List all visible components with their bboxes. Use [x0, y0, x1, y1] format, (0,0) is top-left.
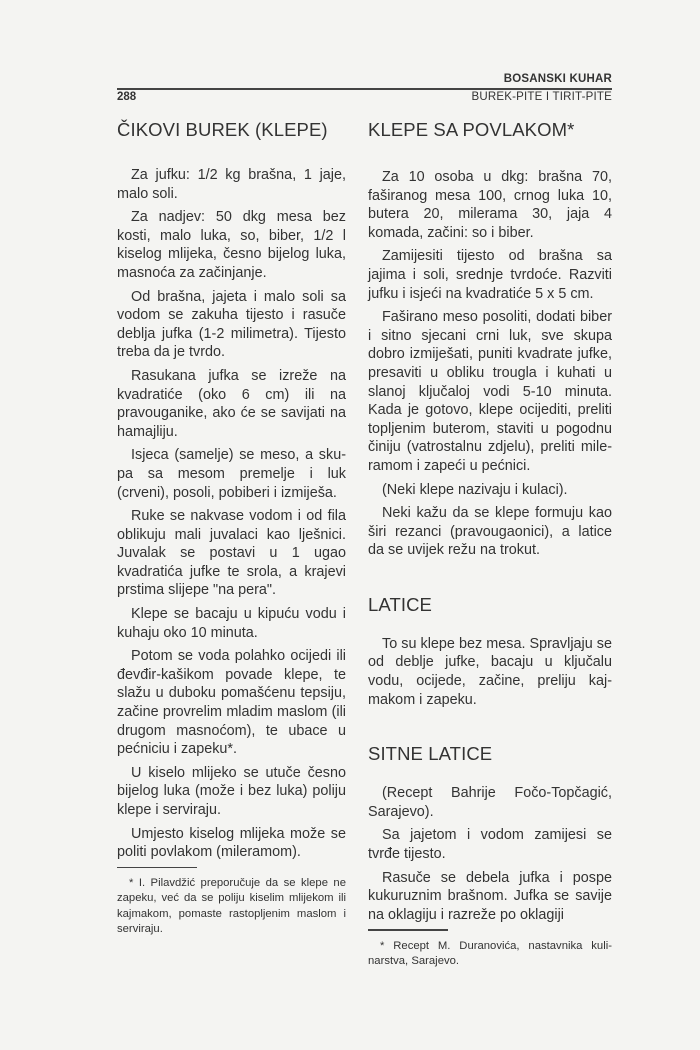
- paragraph: Rasukana jufka se izreže na kvadratiće (oko 6 cm) ili na pravouganike, ako će se savijati na hamajliju.: [117, 367, 346, 440]
- spacer: [368, 142, 612, 168]
- spacer: [368, 714, 612, 742]
- paragraph: Isjeca (samelje) se meso, a skupa sa mesom premelje i luk (crveni), posoli, pobiberi i izmiješa.: [117, 447, 346, 501]
- spacer: [368, 766, 612, 784]
- paragraph: Faširano meso posoliti, dodati biber i sitno sjecani crni luk, sve skupa dobro izmiješati, puniti kvadrate jufke, presaviti u obliku trougla i kuhati u slanoj ključaloj vodi 5-10 minuta. Kada je gotovo, klepe ocijediti, preliti topljenim buterom, staviti u pogodnu činiju (vatrostalnu zdjelu), preliti mileramom i zapeći u pećnici.: [368, 309, 612, 474]
- page-number: 288: [117, 91, 137, 103]
- recipe-title-klepe-sa-povlakom: KLEPE SA POVLAKOM*: [368, 119, 575, 140]
- paragraph: Za nadjev: 50 dkg mesa bez kosti, malo luka, so, biber, 1/2 l kiselog mlijeka, česno bijelog luka, masnoća za začinjanje.: [117, 209, 346, 281]
- spacer: [368, 565, 612, 593]
- paragraph: To su klepe bez mesa. Spravljaju se od deblje jufke, bacaju u ključalu vodu, ocijede, začine, preliju kajmakom i zapeku.: [368, 635, 612, 708]
- spacer: [117, 142, 346, 166]
- right-column: [368, 118, 612, 970]
- header-rule: [117, 88, 612, 90]
- paragraph: Klepe se bacaju u kipuću vodu i kuhaju oko 10 minuta.: [117, 606, 346, 641]
- recipe-title-cikovi-burek: ČIKOVI BUREK (KLEPE): [117, 119, 328, 140]
- recipe-title-latice: LATICE: [368, 593, 432, 615]
- book-title: BOSANSKI KUHAR: [503, 73, 612, 85]
- paragraph: Rasuče se debela jufka i pospe kukuruznim brašnom. Jufka se savije na oklagiju i razreže po oklagiji: [368, 869, 612, 923]
- recipe-title-sitne-latice: SITNE LATICE: [368, 743, 493, 765]
- paragraph: Ruke se nakvase vodom i od fila oblikuju mali juvalaci kao lješnici. Juvalak se postavi u 1 ugao kvadratića jufke te srola, a krajevi prstima slijepe "na pera".: [117, 508, 346, 599]
- footnote: * I. Pilavdžić preporučuje da se klepe ne zapeku, već da se poliju kiselim mlijekom ili kajmakom, pomaste rastopljenim maslom i serviraju.: [117, 876, 346, 936]
- paragraph: Potom se voda polahko ocijedi ili đevđir-kašikom povade klepe, te slažu u duboku pomašćenu tepsiju, začine provrelim mladim maslom (ili drugom masnoćom), te ubace u pećniciu i zapeku*.: [117, 648, 346, 758]
- paragraph: U kiselo mlijeko se utuče česno bijelog luka (može i bez luka) poliju klepe i serviraju.: [117, 764, 346, 818]
- paragraph: (Neki klepe nazivaju i kulaci).: [382, 481, 568, 498]
- paragraph: Sa jajetom i vodom zamijesi se tvrđe tijesto.: [368, 827, 612, 863]
- paragraph: Za jufku: 1/2 kg brašna, 1 jaje, malo soli.: [117, 167, 346, 202]
- left-column: [117, 118, 346, 938]
- footnote-rule: [117, 867, 197, 868]
- paragraph: Neki kažu da se klepe formuju kao širi rezanci (pravougaonici), a latice da se uvijek režu na trokut.: [368, 505, 612, 559]
- paragraph: Umjesto kiselog mlijeka može se politi povlakom (mileramom).: [117, 825, 346, 861]
- spacer: [368, 617, 612, 635]
- paragraph: Od brašna, jajeta i malo soli sa vodom se zakuha tijesto i rasuče deblja jufka (1-2 milimetra). Tijesto treba da je tvrdo.: [117, 288, 346, 361]
- footnote-rule: [368, 929, 448, 930]
- footnote: * Recept M. Duranovića, nastavnika kulinarstva, Sarajevo.: [368, 939, 612, 968]
- paragraph: Za 10 osoba u dkg: brašna 70, faširanog mesa 100, crnog luka 10, butera 20, milerama 30, jaja 4 komada, začini: so i biber.: [368, 169, 612, 241]
- paragraph: (Recept Bahrije Fočo-Topčagić, Sarajevo).: [368, 785, 612, 820]
- paragraph: Zamijesiti tijesto od brašna sa jajima i soli, srednje tvrdoće. Razviti jufku i isjeći na kvadratiće 5 x 5 cm.: [368, 248, 612, 302]
- section-title: BUREK-PITE I TIRIT-PITE: [471, 91, 612, 103]
